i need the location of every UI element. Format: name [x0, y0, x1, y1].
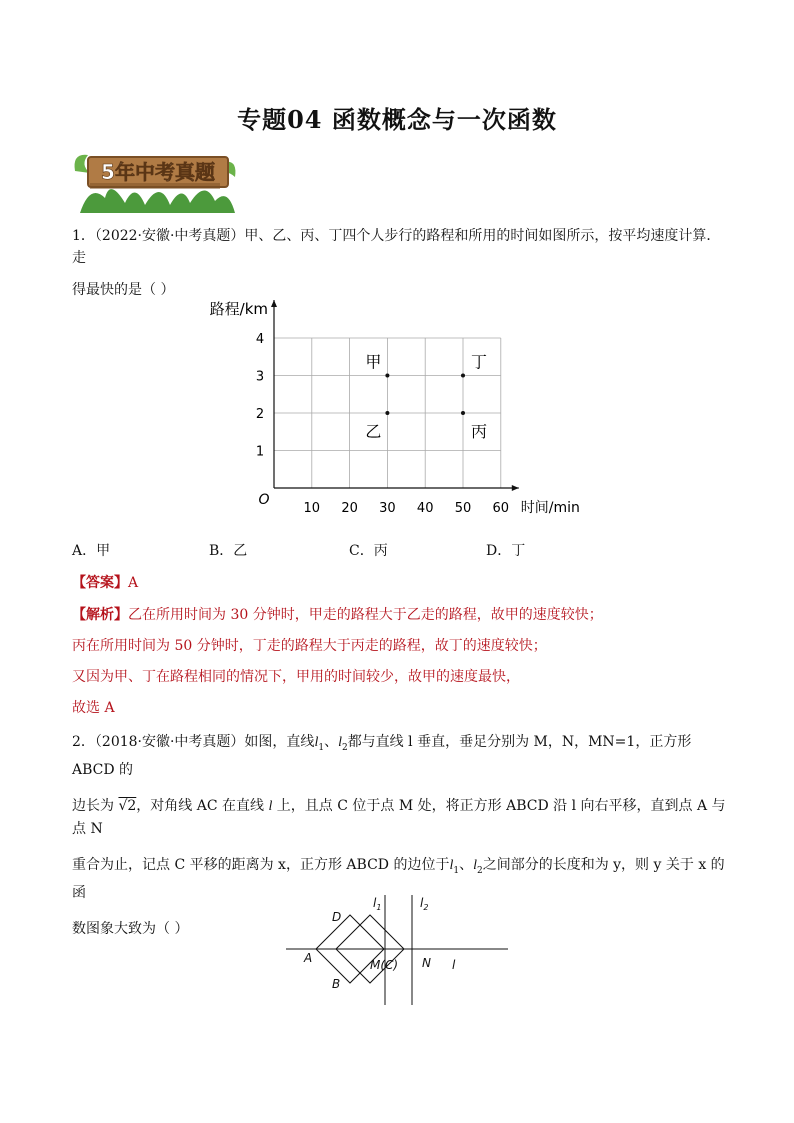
label-n: N — [422, 956, 431, 970]
data-point — [385, 411, 389, 415]
point-label: 乙 — [365, 422, 382, 441]
option-b[interactable]: B．乙 — [209, 543, 248, 559]
option-d[interactable]: D．丁 — [486, 543, 526, 559]
analysis-label: 【解析】 — [72, 607, 128, 623]
q2-line2: 边长为 √2，对角线 AC 在直线 l 上，且点 C 位于点 M 处，将正方形 ABCD 沿 l 向右平移，直到点 A 与点 N — [72, 797, 726, 837]
analysis-text-1: 乙在所用时间为 30 分钟时，甲走的路程大于乙走的路程，故甲的速度较快； — [128, 607, 603, 623]
y-tick-label: 2 — [255, 407, 265, 422]
y-axis-label: 路程/km — [209, 300, 268, 318]
y-tick-label: 4 — [255, 332, 265, 347]
data-point — [461, 411, 465, 415]
x-tick-label: 60 — [492, 501, 510, 516]
q2-line3: 重合为止，记点 C 平移的距离为 x，正方形 ABCD 的边位于$l_1$、$l_2$之间部分的长度和为 y，则 y 关于 x 的函 — [72, 856, 725, 901]
badge-text: 5年中考真题 — [101, 160, 215, 184]
q1-chart — [200, 292, 600, 528]
analysis-line-4: 故选 A — [72, 700, 115, 716]
answer-line — [72, 572, 138, 592]
y-axis-arrow — [271, 300, 277, 307]
point-label: 甲 — [365, 352, 382, 372]
y-tick-label: 3 — [255, 369, 265, 385]
option-a[interactable]: A．甲 — [72, 543, 111, 559]
x-tick-label: 50 — [454, 501, 472, 516]
q1-line2: 得最快的是（ ） — [72, 282, 175, 298]
label-mc: M(C) — [370, 958, 399, 972]
q1-line1: 1．（2022·安徽·中考真题）甲、乙、丙、丁四个人步行的路程和所用的时间如图所示，按平均速度计算．走 — [72, 228, 721, 266]
x-tick-label: 10 — [303, 501, 321, 516]
data-point — [385, 374, 389, 378]
label-a: A — [304, 951, 313, 965]
label-l1: $l_1$ — [373, 896, 382, 912]
page-title: 专题04 函数概念与一次函数 — [237, 105, 557, 134]
analysis-line-1 — [72, 604, 603, 624]
x-tick-label: 40 — [416, 501, 434, 516]
point-label: 丙 — [470, 422, 488, 441]
option-c[interactable]: C．丙 — [349, 543, 388, 559]
q1-text — [72, 225, 732, 301]
badge-graphic — [70, 143, 240, 219]
analysis-line-2: 丙在所用时间为 50 分钟时，丁走的路程大于丙走的路程，故丁的速度较快； — [72, 638, 547, 654]
square-translation-figure — [280, 885, 520, 1010]
point-label: 丁 — [470, 352, 488, 372]
x-tick-label: 20 — [341, 501, 358, 516]
label-l: l — [452, 958, 456, 972]
x-axis-arrow — [512, 485, 519, 491]
y-tick-label: 1 — [255, 444, 265, 460]
x-axis-label: 时间/min — [520, 500, 580, 516]
x-tick-label: 30 — [379, 501, 396, 516]
label-d: D — [332, 910, 342, 924]
speed-chart — [200, 292, 600, 524]
section-badge — [70, 143, 240, 219]
data-point — [461, 374, 465, 378]
answer-label: 【答案】 — [72, 575, 128, 591]
q2-figure — [280, 885, 520, 1014]
q2-line1: 2．（2018·安徽·中考真题）如图，直线$l_1$、$l_2$都与直线 l 垂直，垂足分别为 M，N，MN=1，正方形 ABCD 的 — [72, 734, 692, 778]
analysis-line-3: 又因为甲、丁在路程相同的情况下，甲用的时间较少，故甲的速度最快， — [72, 669, 520, 685]
label-b: B — [332, 977, 341, 991]
answer-value: A — [128, 575, 139, 591]
q2-line4: 数图象大致为（ ） — [72, 920, 189, 937]
origin-label: O — [258, 492, 270, 508]
label-l2: $l_2$ — [420, 896, 429, 912]
